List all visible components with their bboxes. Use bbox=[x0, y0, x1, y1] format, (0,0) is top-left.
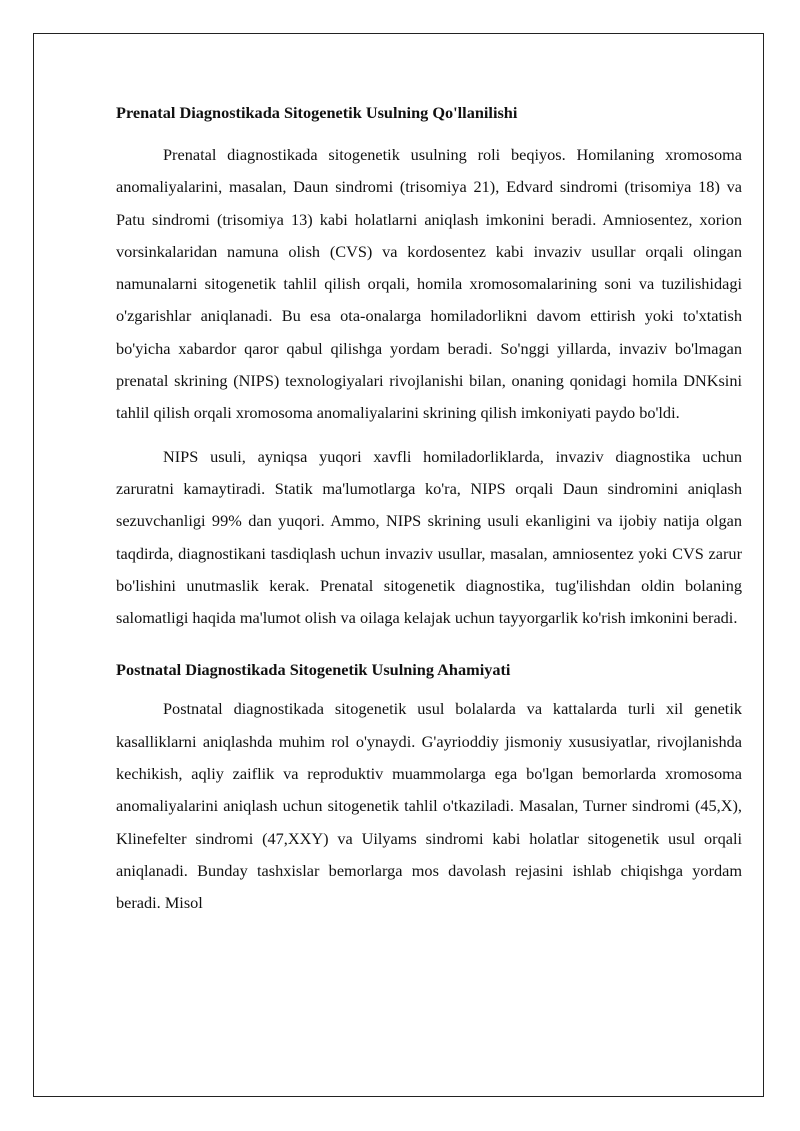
paragraph-prenatal-2: NIPS usuli, ayniqsa yuqori xavfli homiladorliklarda, invaziv diagnostika uchun zaruratni kamaytiradi. Statik ma'lumotlarga ko'ra, NIPS orqali Daun sindromini aniqlash sezuvchanligi 99% dan yuqori. Ammo, NIPS skrining usuli ekanligini va ijobiy natija olgan taqdirda, diagnostikani tasdiqlash uchun invaziv usullar, masalan, amniosentez yoki CVS zarur bo'lishini unutmaslik kerak. Prenatal sitogenetik diagnostika, tug'ilishdan oldin bolaning salomatligi haqida ma'lumot olish va oilaga kelajak uchun tayyorgarlik ko'rish imkonini beradi. bbox=[116, 446, 742, 628]
section-heading-postnatal: Postnatal Diagnostikada Sitogenetik Usulning Ahamiyati bbox=[116, 660, 511, 680]
paragraph-prenatal-1: Prenatal diagnostikada sitogenetik usulning roli beqiyos. Homilaning xromosoma anomaliyalarini, masalan, Daun sindromi (trisomiya 21), Edvard sindromi (trisomiya 18) va Patu sindromi (trisomiya 13) kabi holatlarni aniqlash imkonini beradi. Amniosentez, xorion vorsinkalaridan namuna olish (CVS) va kordosentez kabi invaziv usullar orqali olingan namunalarni sitogenetik tahlil qilish orqali, homila xromosomalarining soni va tuzilishidagi o'zgarishlar aniqlanadi. Bu esa ota-onalarga homiladorlikni davom ettirish yoki to'xtatish bo'yicha xabardor qaror qabul qilishga yordam beradi. So'nggi yillarda, invaziv bo'lmagan prenatal skrining (NIPS) texnologiyalari rivojlanishi bilan, onaning qonidagi homila DNKsini tahlil qilish orqali xromosoma anomaliyalarini skrining qilish imkoniyati paydo bo'ldi. bbox=[116, 145, 742, 423]
paragraph-postnatal-1: Postnatal diagnostikada sitogenetik usul bolalarda va kattalarda turli xil genetik kasalliklarni aniqlashda muhim rol o'ynaydi. G'ayrioddiy jismoniy xususiyatlar, rivojlanishda kechikish, aqliy zaiflik va reproduktiv muammolarga ega bo'lgan bemorlarda xromosoma anomaliyalarini aniqlash uchun sitogenetik tahlil o'tkaziladi. Masalan, Turner sindromi (45,X), Klinefelter sindromi (47,XXY) va Uilyams sindromi kabi holatlar sitogenetik usul orqali aniqlanadi. Bunday tashxislar bemorlarga mos davolash rejasini ishlab chiqishga yordam beradi. Misol bbox=[116, 699, 742, 913]
document-body bbox=[116, 97, 742, 920]
section-heading-prenatal: Prenatal Diagnostikada Sitogenetik Usulning Qo'llanilishi bbox=[116, 103, 518, 122]
